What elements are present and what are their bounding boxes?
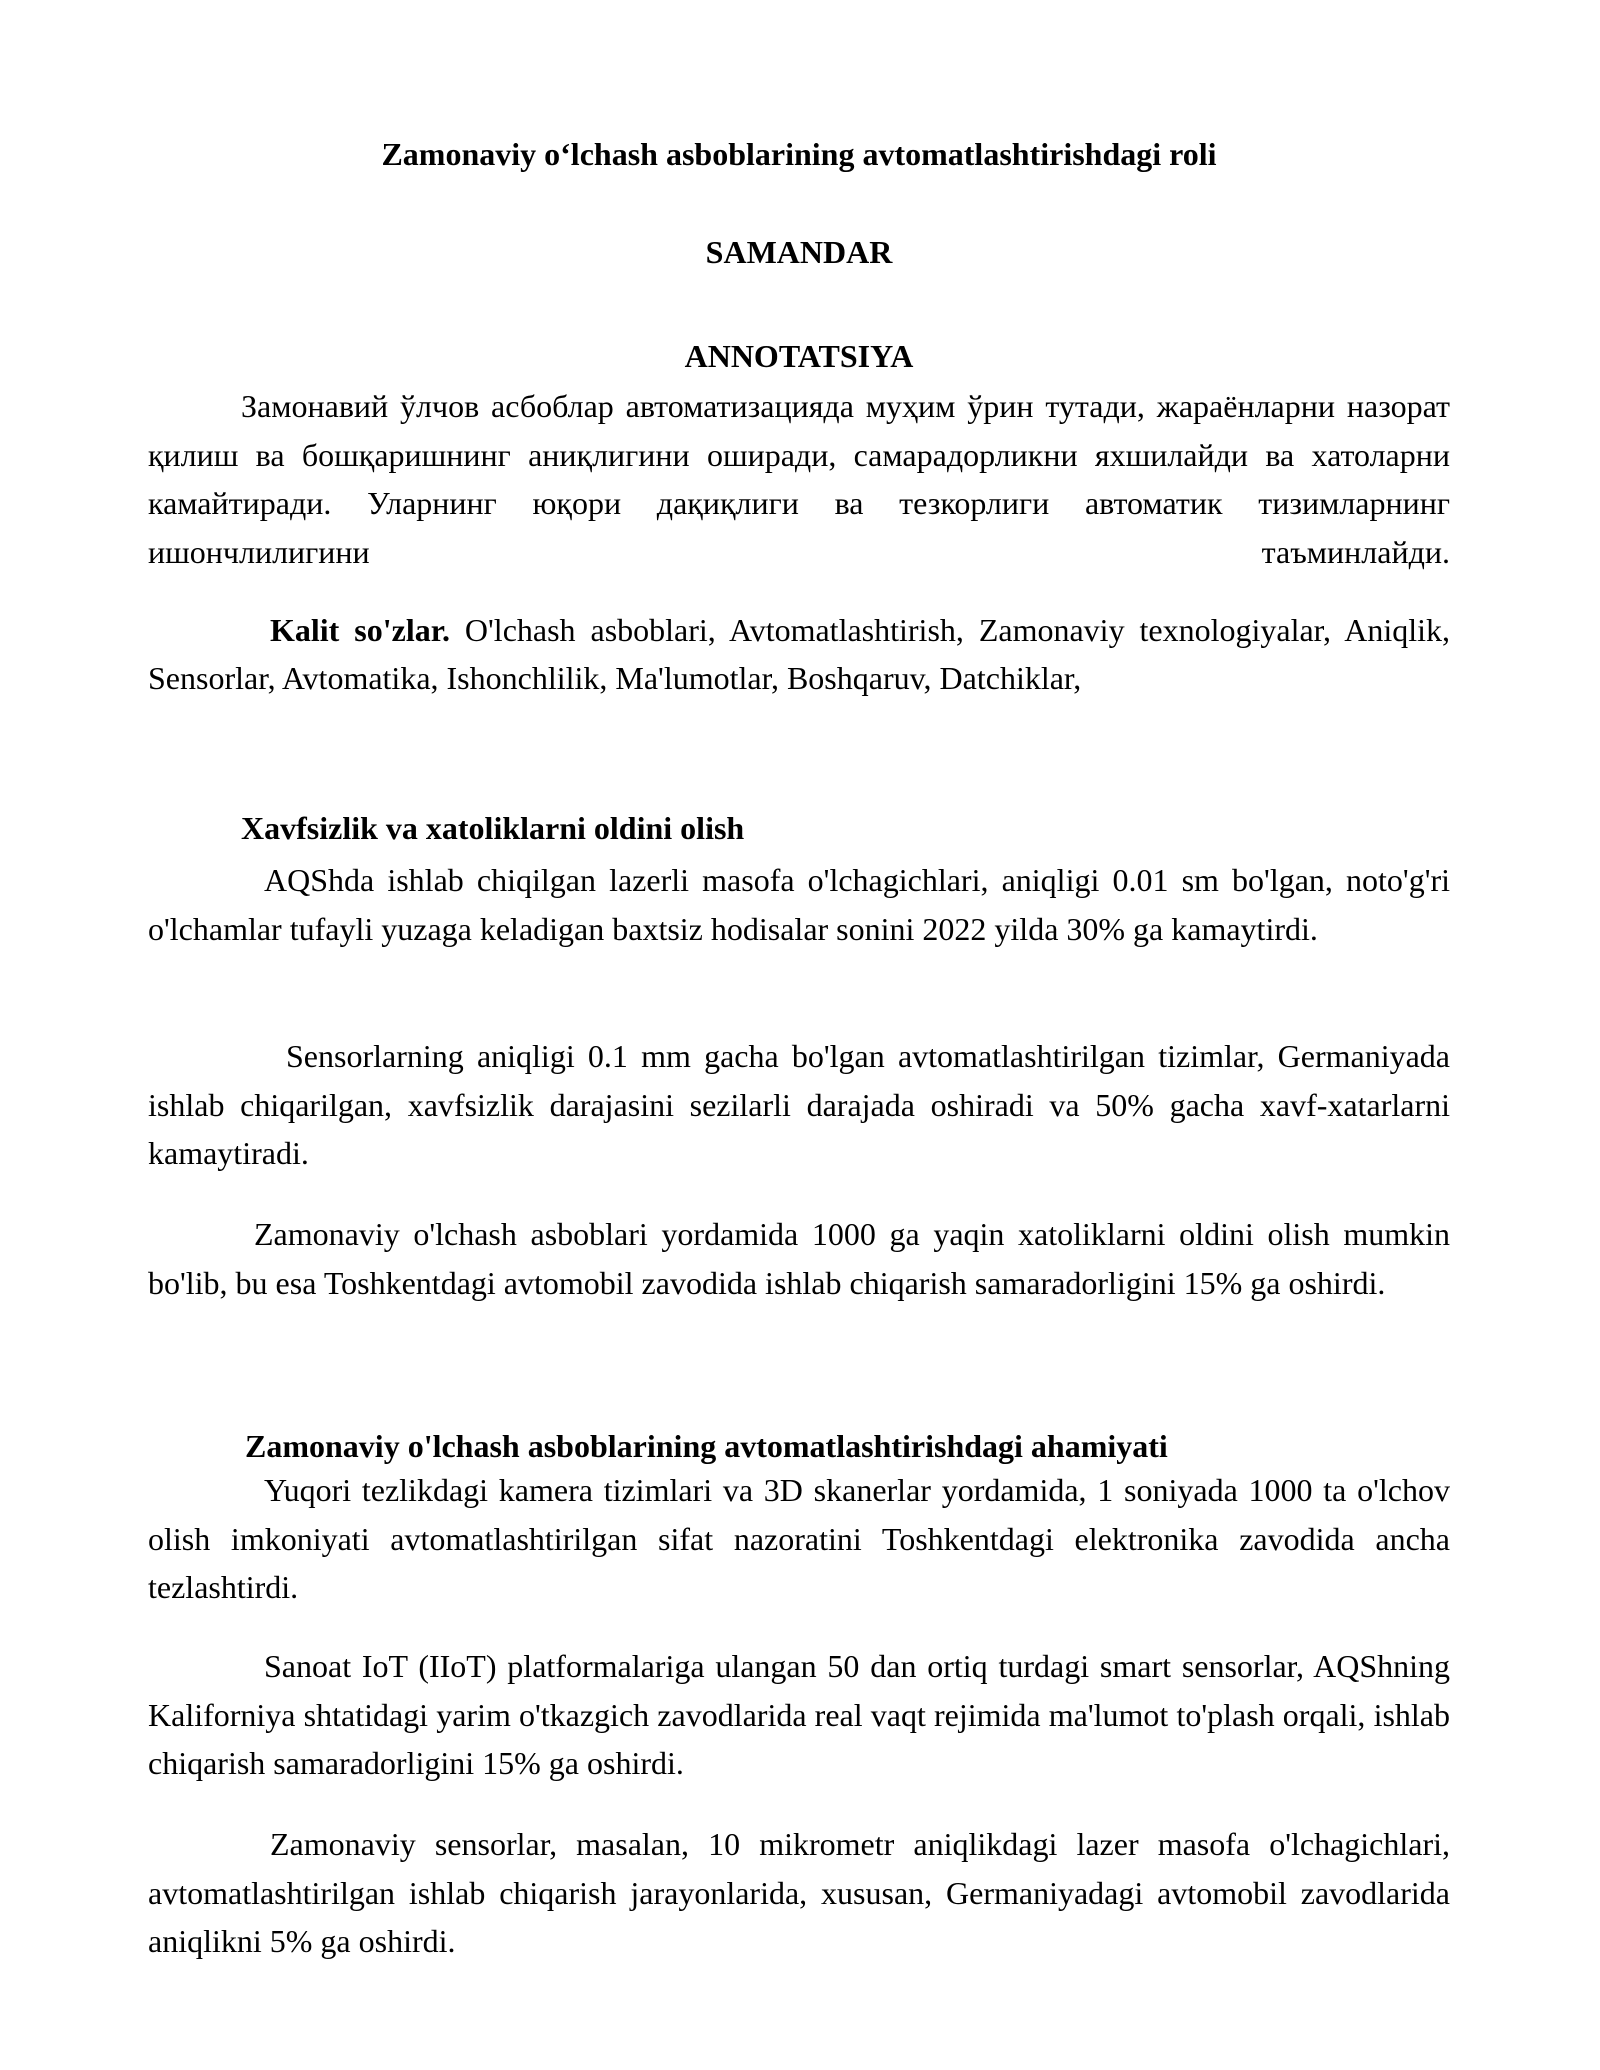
section-heading-importance: Zamonaviy o'lchash asboblarining avtomatlashtirishdagi ahamiyati [245,1428,1168,1464]
document-title: Zamonaviy o‘lchash asboblarining avtomatlashtirishdagi roli [381,136,1217,172]
abstract-paragraph: Замонавий ўлчов асбоблар автоматизацияда муҳим ўрин тутади, жараёнларни назорат қилиш ва бошқаришнинг аниқлигини оширади, самарадорликни яхшилайди ва хатоларни камайтиради. Уларнинг юқори дақиқлиги ва тезкорлиги автоматик тизимларнинг ишончлилигини таъминлайди. [148,388,1450,570]
section-2-paragraph-3: Zamonaviy sensorlar, masalan, 10 mikrometr aniqlikdagi lazer masofa o'lchagichlari, avtomatlashtirilgan ishlab chiqarish jarayonlarida, xususan, Germaniyadagi avtomobil zavodlarida aniqlikni 5% ga oshirdi. [148,1826,1450,1959]
section-1-paragraph-1: AQShda ishlab chiqilgan lazerli masofa o'lchagichlari, aniqligi 0.01 sm bo'lgan, noto'g'ri o'lchamlar tufayli yuzaga keladigan baxtsiz hodisalar sonini 2022 yilda 30% ga kamaytirdi. [148,862,1450,947]
section-heading-safety: Xavfsizlik va xatoliklarni oldini olish [241,810,745,846]
keywords-label: Kalit so'zlar. [270,612,450,648]
abstract-heading: ANNOTATSIYA [684,338,914,374]
keywords-text: O'lchash asboblari, Avtomatlashtirish, Zamonaviy texnologiyalar, Aniqlik, Sensorlar, Avtomatika, Ishonchlilik, Ma'lumotlar, Boshqaruv, Datchiklar, [148,612,1451,696]
section-2-paragraph-2: Sanoat IoT (IIoT) platformalariga ulangan 50 dan ortiq turdagi smart sensorlar, AQShning Kaliforniya shtatidagi yarim o'tkazgich zavodlarida real vaqt rejimida ma'lumot to'plash orqali, ishlab chiqarish samaradorligini 15% ga oshirdi. [148,1648,1450,1781]
keywords-paragraph [148,606,1450,702]
section-2-paragraph-1: Yuqori tezlikdagi kamera tizimlari va 3D skanerlar yordamida, 1 soniyada 1000 ta o'lchov olish imkoniyati avtomatlashtirilgan sifat nazoratini Toshkentdagi elektronika zavodida ancha tezlashtirdi. [148,1472,1450,1605]
section-1-paragraph-3: Zamonaviy o'lchash asboblari yordamida 1000 ga yaqin xatoliklarni oldini olish mumkin bo'lib, bu esa Toshkentdagi avtomobil zavodida ishlab chiqarish samaradorligini 15% ga oshirdi. [148,1216,1450,1301]
section-1-paragraph-2: Sensorlarning aniqligi 0.1 mm gacha bo'lgan avtomatlashtirilgan tizimlar, Germaniyada ishlab chiqarilgan, xavfsizlik darajasini sezilarli darajada oshiradi va 50% gacha xavf-xatarlarni kamaytiradi. [148,1038,1450,1171]
author-name: SAMANDAR [705,234,893,270]
